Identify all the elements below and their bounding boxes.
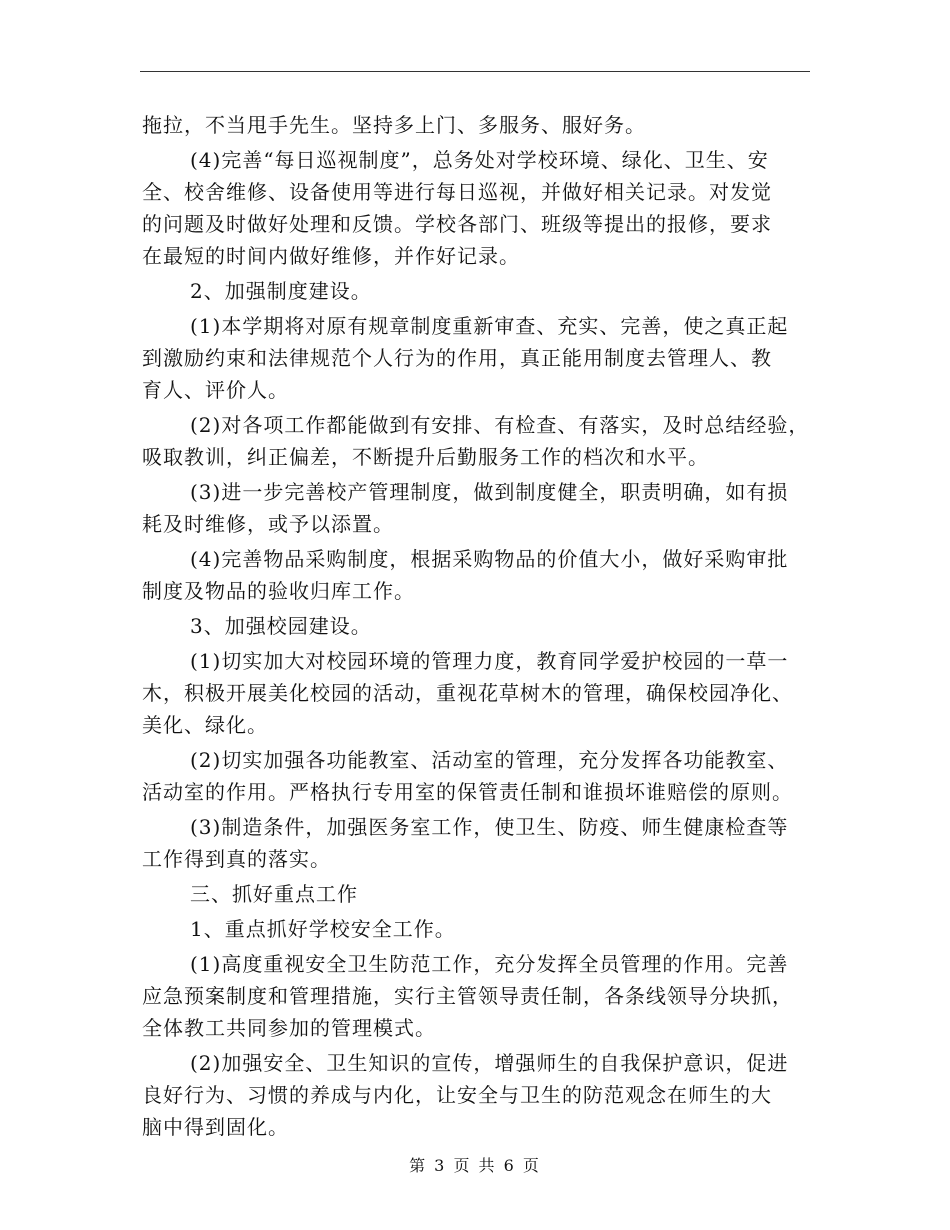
- text-line: 三、抓好重点工作: [190, 882, 358, 906]
- text-line: 活动室的作用。严格执行专用室的保管责任制和谁损坏谁赔偿的原则。: [142, 780, 793, 804]
- text-line: 全体教工共同参加的管理模式。: [142, 1016, 436, 1040]
- text-line: (4)完善“每日巡视制度”，总务处对学校环境、绿化、卫生、安: [190, 148, 769, 172]
- text-line: 耗及时维修，或予以添置。: [142, 512, 394, 536]
- text-line: 全、校舍维修、设备使用等进行每日巡视，并做好相关记录。对发觉: [142, 180, 772, 204]
- text-line: 工作得到真的落实。: [142, 847, 331, 871]
- text-line: 1、重点抓好学校安全工作。: [190, 917, 456, 941]
- text-line: (2)切实加强各功能教室、活动室的管理，充分发挥各功能教室、: [190, 748, 789, 772]
- text-line: 制度及物品的验收归库工作。: [142, 579, 415, 603]
- text-line: 吸取教训，纠正偏差，不断提升后勤服务工作的档次和水平。: [142, 445, 709, 469]
- page-number-footer: 第 3 页 共 6 页: [409, 1156, 541, 1175]
- text-line: 木，积极开展美化校园的活动，重视花草树木的管理，确保校园净化、: [142, 681, 793, 705]
- text-line: 到激励约束和法律规范个人行为的作用，真正能用制度去管理人、教: [142, 346, 772, 370]
- text-line: 美化、绿化。: [142, 713, 268, 737]
- text-line: (1)高度重视安全卫生防范工作，充分发挥全员管理的作用。完善: [190, 952, 789, 976]
- text-line: 脑中得到固化。: [142, 1115, 289, 1139]
- text-line: (4)完善物品采购制度，根据采购物品的价值大小，做好采购审批: [190, 547, 789, 571]
- text-line: 育人、评价人。: [142, 378, 289, 402]
- text-line: 良好行为、习惯的养成与内化，让安全与卫生的防范观念在师生的大: [142, 1083, 772, 1107]
- text-line: (3)进一步完善校产管理制度，做到制度健全，职责明确，如有损: [190, 480, 789, 504]
- text-line: 拖拉，不当甩手先生。坚持多上门、多服务、服好务。: [142, 113, 646, 137]
- text-line: (2)对各项工作都能做到有安排、有检查、有落实，及时总结经验，: [190, 413, 810, 437]
- header-rule: [140, 71, 810, 72]
- document-body: [142, 109, 812, 1143]
- text-line: (1)切实加大对校园环境的管理力度，教育同学爱护校园的一草一: [190, 649, 789, 673]
- text-line: 3、加强校园建设。: [190, 614, 372, 638]
- text-line: (3)制造条件，加强医务室工作，使卫生、防疫、师生健康检查等: [190, 815, 789, 839]
- text-line: 在最短的时间内做好维修，并作好记录。: [142, 244, 520, 268]
- text-line: 应急预案制度和管理措施，实行主管领导责任制，各条线领导分块抓，: [142, 984, 793, 1008]
- text-line: (1)本学期将对原有规章制度重新审查、充实、完善，使之真正起: [190, 314, 789, 338]
- text-line: 2、加强制度建设。: [190, 279, 372, 303]
- text-line: 的问题及时做好处理和反馈。学校各部门、班级等提出的报修，要求: [142, 212, 772, 236]
- text-line: (2)加强安全、卫生知识的宣传，增强师生的自我保护意识，促进: [190, 1051, 789, 1075]
